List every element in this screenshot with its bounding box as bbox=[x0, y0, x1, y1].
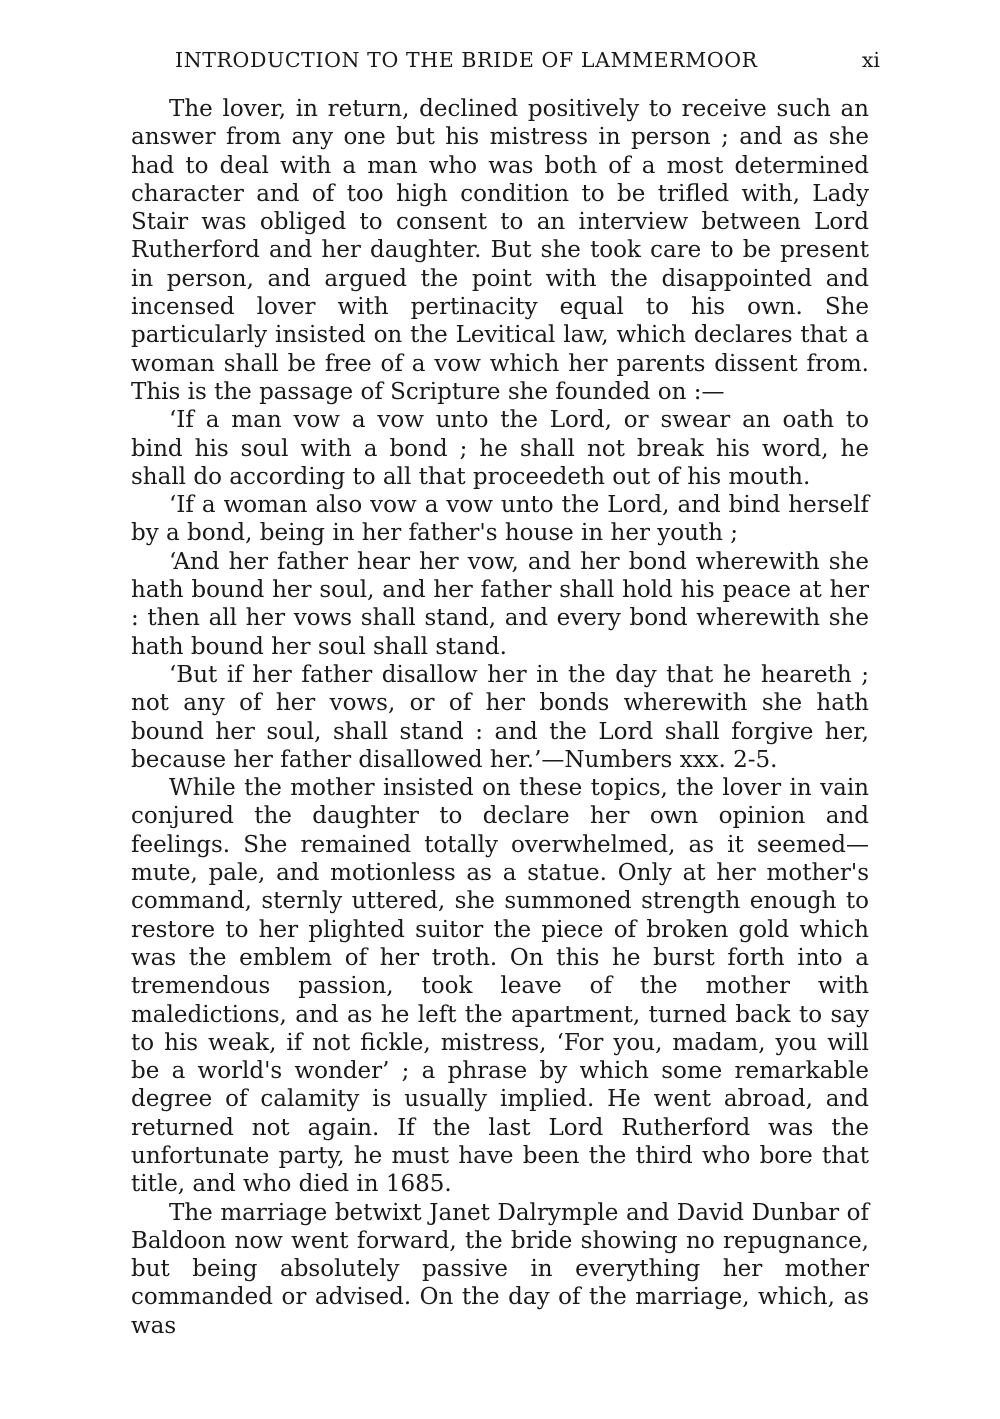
quote-verse-3: ‘If a woman also vow a vow unto the Lord, and bind herself by a bond, being in her father's house in her youth ; bbox=[131, 492, 869, 547]
page-number: xi bbox=[861, 48, 880, 72]
quote-verse-2: ‘If a man vow a vow unto the Lord, or swear an oath to bind his soul with a bond ; he shall not break his word, he shall do according to all that proceedeth out of his mouth. bbox=[131, 407, 869, 490]
paragraph-broken-gold: While the mother insisted on these topics, the lover in vain conjured the daughter to declare her own opinion and feelings. She remained totally overwhelmed, as it seemed—mute, pale, and motionless as a statue. Only at her mother's command, sternly uttered, she summoned strength enough to restore to her plighted suitor the piece of broken gold which was the emblem of her troth. On this he burst forth into a tremendous passion, took leave of the mother with maledictions, and as he left the apartment, turned back to say to his weak, if not fickle, mistress, ‘For you, madam, you will be a world's wonder’ ; a phrase by which some remarkable degree of calamity is usually implied. He went abroad, and returned not again. If the last Lord Rutherford was the unfortunate party, he must have been the third who bore that title, and who died in 1685. bbox=[131, 775, 869, 1198]
body-text bbox=[131, 95, 869, 1340]
quote-verse-4: ‘And her father hear her vow, and her bond wherewith she hath bound her soul, and her father shall hold his peace at her : then all her vows shall stand, and every bond wherewith she hath bound her soul shall stand. bbox=[131, 548, 869, 660]
running-head bbox=[175, 48, 880, 78]
quote-verse-5: ‘But if her father disallow her in the day that he heareth ; not any of her vows, or of her bonds wherewith she hath bound her soul, shall stand : and the Lord shall forgive her, because her father disallowed her.’—Numbers xxx. 2-5. bbox=[131, 661, 869, 773]
running-title: INTRODUCTION TO THE BRIDE OF LAMMERMOOR bbox=[175, 48, 758, 72]
paragraph-marriage: The marriage betwixt Janet Dalrymple and David Dunbar of Baldoon now went forward, the bride showing no repugnance, but being absolutely passive in everything her mother commanded or advised. On the day of the marriage, which, as was bbox=[131, 1199, 869, 1339]
paragraph-lover-interview: The lover, in return, declined positively to receive such an answer from any one but his mistress in person ; and as she had to deal with a man who was both of a most determined character and of too high condition to be trifled with, Lady Stair was obliged to consent to an interview between Lord Rutherford and her daughter. But she took care to be present in person, and argued the point with the disappointed and incensed lover with pertinacity equal to his own. She particularly insisted on the Levitical law, which declares that a woman shall be free of a vow which her parents dissent from. This is the passage of Scripture she founded on :— bbox=[131, 96, 869, 405]
